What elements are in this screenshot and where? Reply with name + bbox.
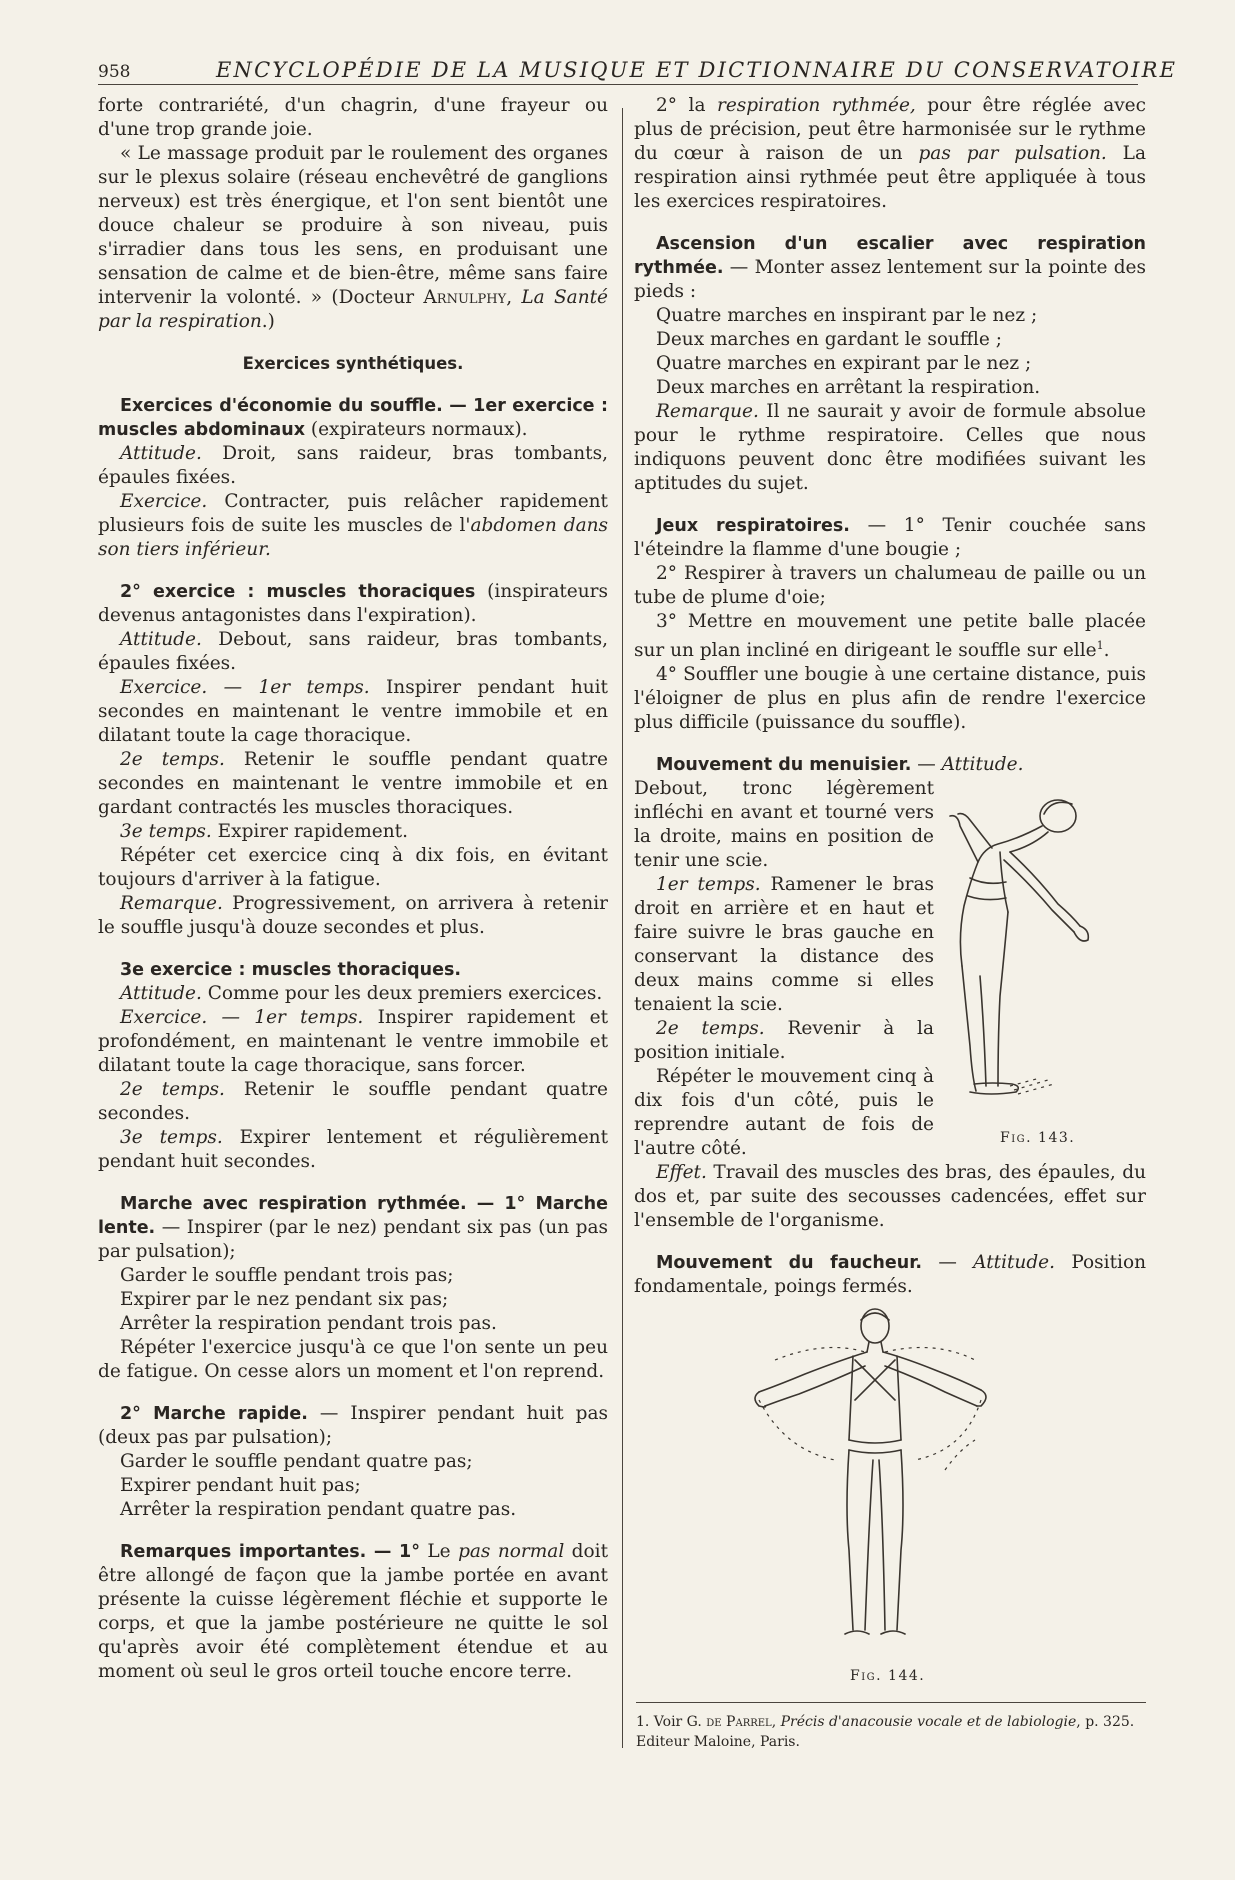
jeux-title: Jeux respiratoires.	[656, 516, 850, 536]
text: Progressivement, on arrivera à retenir le souffle jusqu'à douze secondes et plus.	[98, 893, 608, 938]
text: Voir G.	[649, 1714, 707, 1730]
text: Inspirer rapidement et profondément, en maintenant le ventre immobile et dilatant toute la cage thoracique, sans forcer.	[98, 1007, 609, 1076]
figure-144-illustration	[745, 1300, 1005, 1660]
text: Position fondamentale, poings fermés.	[634, 1252, 1146, 1298]
text: — 1° Tenir couchée sans l'éteindre la flamme d'une bougie ;	[634, 515, 1146, 560]
text: Travail des muscles des bras, des épaules, du dos et, par suite des secousses cadencées, effet sur l'ensemble de l'organisme.	[634, 1162, 1146, 1232]
faucheur-paragraph	[634, 1251, 1146, 1299]
list-item: Expirer pendant huit pas;	[120, 1475, 361, 1496]
text: —	[911, 754, 942, 776]
text: Il ne saurait y avoir de formule absolue pour le rythme respiratoire. Celles que nous indiquons peuvent donc être modifiées suivant les aptitudes du sujet.	[634, 401, 1146, 494]
text: , p. 325. Editeur Maloine, Paris.	[636, 1714, 1135, 1750]
remarks-paragraph	[98, 1540, 608, 1684]
text: La respiration ainsi rythmée peut être appliquée à tous les exercices respiratoires.	[634, 143, 1146, 212]
ex3-time1	[98, 1006, 608, 1078]
footnote-ref: 1	[1096, 639, 1104, 652]
menuisier-time1	[634, 873, 934, 1017]
ex1-title-rest: (expirateurs normaux).	[305, 419, 528, 440]
quote-author: Arnulphy	[423, 287, 507, 308]
text: .	[1103, 640, 1110, 662]
ex2-title-rest: (inspirateurs devenus antagonistes dans l'expiration).	[98, 581, 608, 626]
ex1-attitude	[98, 442, 608, 490]
text: Expirer lentement et régulièrement pendant huit secondes.	[98, 1127, 609, 1172]
quote-book: La Santé par la respiration	[98, 287, 609, 332]
rhythm-paragraph	[634, 94, 1146, 214]
text: pour être réglée avec plus de précision, peut être harmonisée sur le rythme du cœur à raison de un	[634, 95, 1146, 164]
figure-144-caption: Fig. 144.	[850, 1668, 926, 1684]
menuisier-time2	[634, 1017, 934, 1065]
remarks-title: Remarques importantes. — 1°	[120, 1542, 420, 1562]
label: 3e temps.	[120, 821, 212, 842]
text: Inspirer pendant huit secondes en maintenant le ventre immobile et en dilatant toute la cage thoracique.	[98, 677, 608, 746]
italic-text: pas par pulsation.	[918, 143, 1107, 164]
list-item: Deux marches en gardant le souffle ;	[656, 329, 1002, 350]
ex3-attitude	[98, 982, 608, 1006]
text: —	[922, 1252, 974, 1274]
text: Retenir le souffle pendant quatre secondes.	[98, 1079, 608, 1124]
footnote-author: de Parrel	[706, 1714, 772, 1730]
menuisier-attitude: Debout, tronc légèrement infléchi en avant et tourné vers la droite, mains en position de tenir une scie.	[634, 778, 934, 872]
ex2-time1	[98, 676, 608, 748]
column-divider	[622, 108, 623, 1748]
label: Attitude.	[941, 754, 1024, 776]
text: 2° la	[656, 95, 717, 116]
ex3-time3	[98, 1126, 608, 1174]
menuisier-title-paragraph	[634, 753, 1146, 777]
header-rule	[98, 84, 1138, 85]
jeux-paragraph	[634, 514, 1146, 562]
list-item: Garder le souffle pendant quatre pas;	[120, 1451, 473, 1472]
text: doit être allongé de façon que la jambe portée en avant présente la cuisse légèrement fléchie et supporte le corps, et que la jambe postérieure ne quitte le sol qu'après avoir été complètement étendue et au moment où seul le gros orteil touche encore terre.	[98, 1541, 609, 1682]
label: 2e temps.	[120, 749, 225, 770]
label: Exercice.	[120, 491, 208, 512]
text: Retenir le souffle pendant quatre secondes en maintenant le ventre immobile et en gardant contractés les muscles thoraciques.	[98, 749, 608, 818]
carpenter-figure	[950, 800, 1088, 1094]
footnote-book: Précis d'anacousie vocale et de labiologie	[780, 1714, 1077, 1730]
footnote-rule	[636, 1702, 1146, 1703]
page-header	[98, 56, 1178, 86]
label: Exercice. — 1er temps.	[120, 677, 370, 698]
faucheur-title: Mouvement du faucheur.	[656, 1253, 922, 1274]
label: Attitude.	[120, 629, 202, 650]
italic-text: pas normal	[458, 1541, 565, 1562]
marche-title-paragraph	[98, 1192, 608, 1264]
section-title: Exercices synthétiques.	[242, 354, 464, 373]
label: Attitude.	[973, 1252, 1056, 1274]
list-item: Deux marches en arrêtant la respiration.	[656, 377, 1041, 398]
text: Revenir à la position initiale.	[634, 1018, 934, 1064]
paragraph: forte contrariété, d'un chagrin, d'une frayeur ou d'une trop grande joie.	[98, 95, 608, 140]
ex3-time2	[98, 1078, 608, 1126]
list-item: Arrêter la respiration pendant trois pas.	[120, 1313, 497, 1334]
menuisier-title: Mouvement du menuisier.	[656, 755, 912, 776]
menuisier-effect	[634, 1161, 1146, 1233]
label: Attitude.	[120, 443, 202, 464]
list-item: Expirer par le nez pendant six pas;	[120, 1289, 449, 1310]
rapide-title-paragraph	[98, 1402, 608, 1450]
text: Ramener le bras droit en arrière et en haut et faire suivre le bras gauche en conservant la distance des deux mains comme si elles tenaient la scie.	[634, 874, 935, 1016]
text: ,	[771, 1714, 781, 1730]
ex2-title: 2° exercice : muscles thoraciques	[120, 582, 476, 602]
label: Attitude.	[120, 983, 202, 1004]
italic-text: abdomen dans son tiers inférieur.	[98, 515, 609, 560]
ex2-attitude	[98, 628, 608, 676]
figure-143-illustration	[940, 786, 1100, 1116]
text: Expirer rapidement.	[211, 821, 408, 842]
list-item: Quatre marches en expirant par le nez ;	[656, 353, 1032, 374]
text: — Monter assez lentement sur la pointe des pieds :	[634, 257, 1146, 302]
footnote-number: 1.	[636, 1714, 650, 1730]
ex2-repeat: Répéter cet exercice cinq à dix fois, en évitant toujours d'arriver à la fatigue.	[98, 845, 608, 890]
ascension-paragraph	[634, 232, 1146, 304]
ex2-title-paragraph	[98, 580, 608, 628]
rapide-title: 2° Marche rapide.	[120, 1404, 308, 1424]
label: 3e temps.	[120, 1127, 223, 1148]
quote-text: « Le massage produit par le roulement des organes sur le plexus solaire (réseau enchevêtré de ganglions nerveux) est très énergique, et l'on sent bientôt une douce chaleur se produire à son niveau, puis s'irradier dans tous les sens, en produisant une sensation de calme et de bien-être, même sans faire intervenir la volonté. » (Docteur	[98, 143, 608, 308]
text: Debout, sans raideur, bras tombants, épaules fixées.	[98, 629, 608, 674]
ex1-title: Exercices d'économie du souffle. — 1er exercice : muscles abdominaux	[98, 396, 608, 440]
quote-end: .)	[261, 311, 275, 332]
list-item: Répéter l'exercice jusqu'à ce que l'on sente un peu de fatigue. On cesse alors un moment et l'on reprend.	[98, 1337, 608, 1382]
ascension-remark	[634, 400, 1146, 496]
list-item: Quatre marches en inspirant par le nez ;	[656, 305, 1038, 326]
running-title: ENCYCLOPÉDIE DE LA MUSIQUE ET DICTIONNAIRE DU CONSERVATOIRE	[216, 58, 1178, 82]
marche-title: Marche avec respiration rythmée. — 1° Marche lente.	[98, 1194, 608, 1238]
quote-sep: ,	[506, 287, 522, 308]
list-item: 4° Souffler une bougie à une certaine distance, puis l'éloigner de plus en plus afin de rendre l'exercice plus difficile (puissance du souffle).	[634, 664, 1146, 734]
list-item: Arrêter la respiration pendant quatre pas.	[120, 1499, 517, 1520]
footnote	[636, 1712, 1148, 1752]
figure-143-caption: Fig. 143.	[1000, 1130, 1076, 1146]
ex2-remark	[98, 892, 608, 940]
text: Comme pour les deux premiers exercices.	[201, 983, 603, 1004]
right-column	[634, 94, 1146, 1299]
marche-title-rest: — Inspirer (par le nez) pendant six pas (un pas par pulsation);	[98, 1217, 608, 1262]
ex1-exercise	[98, 490, 608, 562]
label: 2e temps.	[120, 1079, 225, 1100]
italic-text: respiration rythmée,	[717, 95, 916, 116]
page-number: 958	[98, 62, 131, 82]
text: Le	[419, 1541, 459, 1562]
text: Droit, sans raideur, bras tombants, épaules fixées.	[98, 443, 608, 488]
quote-paragraph	[98, 142, 608, 334]
rapide-title-rest: — Inspirer pendant huit pas (deux pas par pulsation);	[98, 1403, 608, 1448]
menuisier-repeat: Répéter le mouvement cinq à dix fois d'un côté, puis le reprendre autant de fois de l'autre côté.	[634, 1066, 934, 1160]
text: Contracter, puis relâcher rapidement plusieurs fois de suite les muscles de l'	[98, 491, 608, 536]
label: 1er temps.	[656, 874, 761, 896]
list-item: Garder le souffle pendant trois pas;	[120, 1265, 454, 1286]
label: 2e temps.	[656, 1018, 765, 1040]
list-item: 2° Respirer à travers un chalumeau de paille ou un tube de plume d'oie;	[634, 563, 1146, 608]
ex1-title-paragraph	[98, 394, 608, 442]
ex2-time3	[98, 820, 608, 844]
ex2-time2	[98, 748, 608, 820]
label: Remarque.	[656, 401, 759, 422]
left-column	[98, 94, 608, 1684]
label: Remarque.	[120, 893, 223, 914]
label: Effet.	[656, 1162, 707, 1184]
text: 3° Mettre en mouvement une petite balle placée sur un plan incliné en dirigeant le souffle sur elle	[634, 611, 1146, 662]
ascension-title: Ascension d'un escalier avec respiration rythmée.	[634, 234, 1146, 278]
ex3-title: 3e exercice : muscles thoraciques.	[120, 960, 462, 980]
list-item	[634, 610, 1146, 663]
label: Exercice. — 1er temps.	[120, 1007, 364, 1028]
mower-figure	[755, 1309, 986, 1634]
